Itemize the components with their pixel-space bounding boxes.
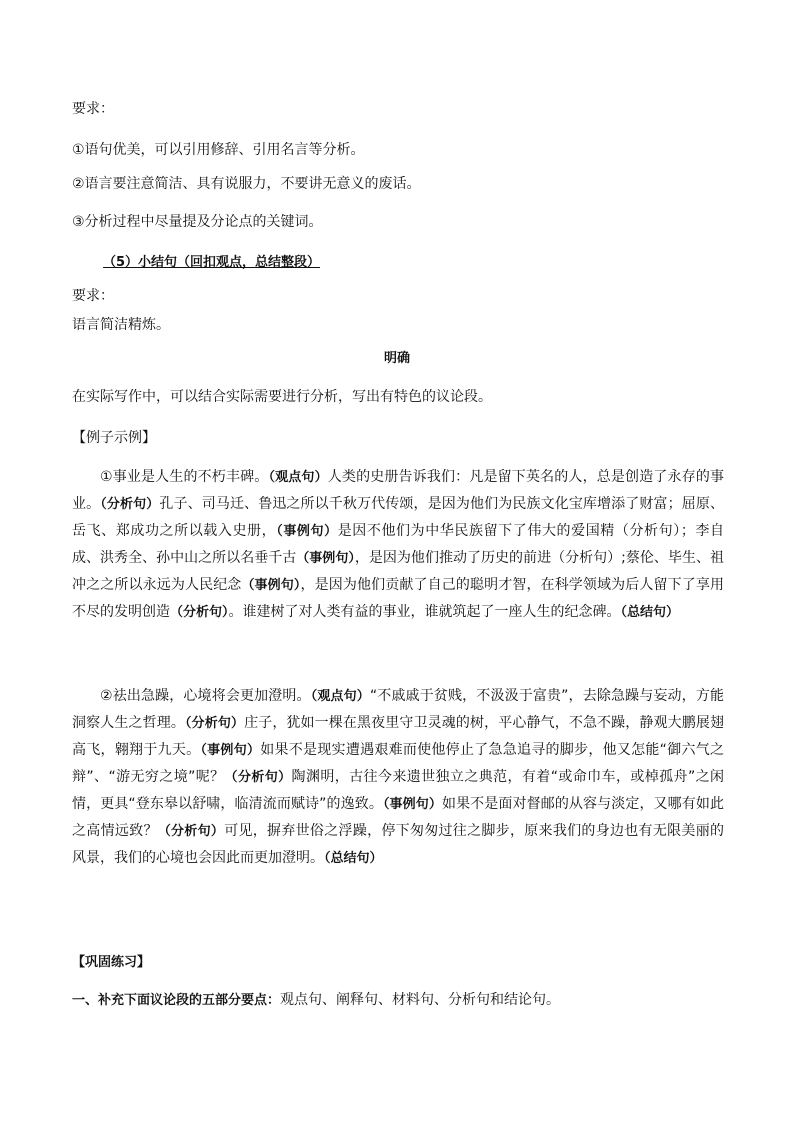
para-2-tag: （分析句） [224, 770, 292, 785]
para-1-tag: （总结句） [620, 605, 680, 620]
para-2-tag: （总结句） [324, 851, 383, 866]
para-1-tag: （分析句） [170, 605, 229, 620]
clarify-text: 在实际写作中，可以结合实际需要进行分析，写出有特色的议论段。 [72, 389, 492, 405]
para-2-segment: 庄子，犹如一棵在黑夜里守卫灵魂的树，平心静气，不急不躁，静观大鹏展翅高飞，翱翔于九天。 [72, 715, 725, 758]
para-2-tag: （事例句） [200, 743, 261, 758]
para-2-segment: 如果不是面对督邮的从容与淡定，又哪有如此之高情远致？ [72, 796, 724, 839]
section-5-heading: （5）小结句（回扣观点，总结整段） [103, 255, 321, 270]
para-1-tag: （事例句） [276, 524, 338, 539]
requirement-item-1: ①语句优美，可以引用修辞、引用名言等分析。 [72, 142, 365, 158]
para-1-segment: 孔子、司马迁、鲁迅之所以千秋万代传颂，是因为他们为民族文化宝库增添了财富；屈原、岳飞、郑成功之所以载入史册， [72, 496, 725, 539]
section-5-requirements-label: 要求： [72, 288, 114, 304]
practice-question-1-text: 观点句、阐释句、材料句、分析句和结论句。 [280, 992, 561, 1008]
para-2-tag: （分析句） [157, 824, 225, 839]
para-1-tag: （观点句） [268, 470, 328, 485]
example-paragraph-1 [72, 464, 724, 626]
para-1-segment: ①事业是人生的不朽丰碑。 [100, 469, 269, 485]
para-2-tag: （事例句） [382, 797, 442, 812]
para-1-segment: ，是因为他们推动了历史的前进（分析句）;蔡伦、毕生、祖冲之之所以永远为人民纪念 [72, 550, 724, 593]
para-1-segment: 。谁建树了对人类有益的事业，谁就筑起了一座人生的纪念碑。 [228, 604, 621, 620]
para-2-segment: ②祛出急躁，心境将会更加澄明。 [100, 688, 311, 704]
para-2-segment: 陶渊明，古往今来遗世独立之典范，有着“或命巾车，或棹孤舟”之闲情，更具“登东皋以舒啸，临清流而赋诗”的逸致。 [72, 769, 724, 812]
example-paragraph-2 [72, 683, 724, 872]
clarify-title: 明确 [383, 351, 410, 366]
example-heading: 【例子示例】 [72, 430, 156, 446]
para-1-segment: 是因不他们为中华民族留下了伟大的爱国精（分析句）；李自成、洪秀全、孙中山之所以名垂千古 [72, 523, 725, 566]
requirement-item-2: ②语言要注意简洁、具有说服力，不要讲无意义的废话。 [72, 176, 421, 192]
practice-question-1 [72, 990, 560, 1011]
section-5-requirement-text: 语言简洁精炼。 [72, 317, 170, 333]
para-1-segment: ，是因为他们贡献了自己的聪明才智，在科学领域为后人留下了享用不尽的发明创造 [72, 577, 725, 620]
para-2-segment: “不戚戚于贫贱，不汲汲于富贵”，去除急躁与妄动，方能洞察人生之哲理。 [72, 688, 724, 731]
para-1-tag: （事例句） [241, 578, 301, 593]
para-2-segment: 可见，摒弃世俗之浮躁，停下匆匆过往之脚步，原来我们的身边也有无限美丽的风景，我们的心境也会因此而更加澄明。 [72, 823, 724, 866]
para-2-segment: 如果不是现实遭遇艰难而使他停止了急急追寻的脚步，他又怎能“御六气之辩”、“游无穷之境”呢？ [72, 742, 724, 785]
requirement-item-3: ③分析过程中尽量提及分论点的关键词。 [72, 214, 323, 230]
requirements-label: 要求： [72, 101, 114, 117]
para-1-tag: （分析句） [100, 497, 160, 512]
para-2-tag: （分析句） [184, 716, 245, 731]
para-1-segment: 人类的史册告诉我们：凡是留下英名的人，总是创造了永存的事业。 [72, 469, 724, 512]
practice-question-1-lead: 一、补充下面议论段的五部分要点： [72, 993, 281, 1008]
para-1-tag: （事例句） [296, 551, 355, 566]
practice-heading: 【巩固练习】 [72, 955, 151, 970]
para-2-tag: （观点句） [310, 689, 370, 704]
